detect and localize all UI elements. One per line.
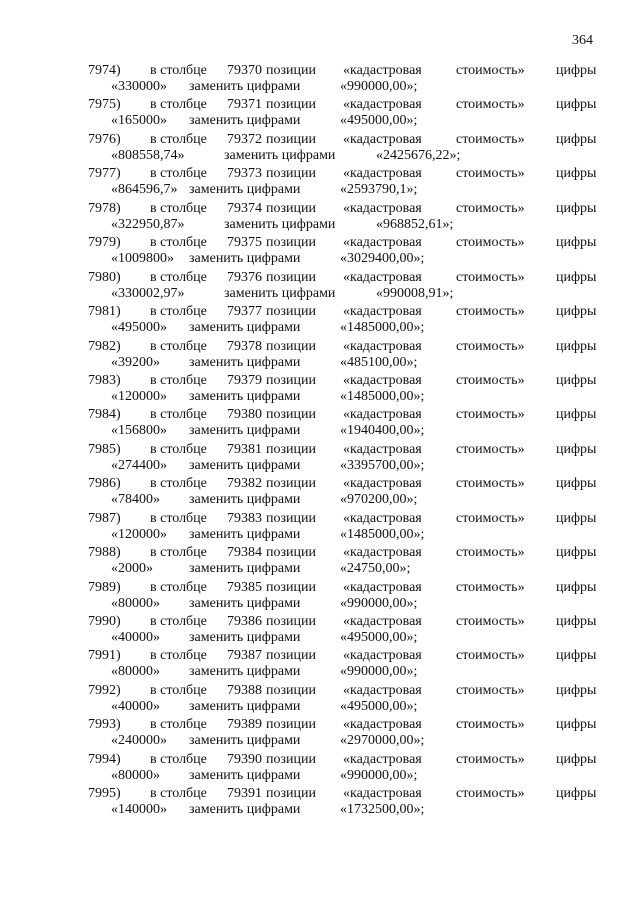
- new-value: «990000,00»;: [340, 664, 418, 680]
- list-item: [0, 544, 640, 578]
- digits-label: цифры: [556, 579, 597, 595]
- new-value: «990000,00»;: [340, 79, 418, 94]
- position-label: позиции: [266, 648, 316, 664]
- list-item: [0, 579, 640, 613]
- list-item: [0, 613, 640, 647]
- position-label: позиции: [266, 338, 316, 354]
- replace-label: заменить цифрами: [224, 216, 336, 232]
- digits-label: цифры: [556, 682, 597, 698]
- position-label: позиции: [266, 510, 316, 526]
- column-number: 79382: [227, 476, 262, 492]
- replace-label: заменить цифрами: [189, 113, 301, 129]
- replace-label: заменить цифрами: [189, 320, 301, 336]
- new-value: «990008,91»;: [376, 285, 454, 301]
- new-value: «485100,00»;: [340, 354, 418, 370]
- in-column-label: в столбце: [150, 304, 207, 320]
- replace-label: заменить цифрами: [189, 354, 301, 370]
- column-number: 79384: [227, 545, 262, 561]
- position-label: позиции: [266, 476, 316, 492]
- old-value: «80000»: [111, 767, 160, 783]
- item-number: 7975): [88, 97, 121, 113]
- cadastral-label: «кадастровая: [343, 579, 422, 595]
- cost-label: стоимость»: [456, 579, 525, 595]
- column-number: 79373: [227, 166, 262, 182]
- item-number: 7990): [88, 614, 121, 629]
- cost-label: стоимость»: [456, 407, 525, 423]
- cadastral-label: «кадастровая: [343, 235, 422, 251]
- list-item: [0, 200, 640, 234]
- replace-label: заменить цифрами: [189, 492, 301, 508]
- amendment-list: [0, 62, 640, 820]
- new-value: «990000,00»;: [340, 767, 418, 783]
- digits-label: цифры: [556, 304, 597, 320]
- in-column-label: в столбце: [150, 166, 207, 182]
- cost-label: стоимость»: [456, 63, 525, 78]
- item-number: 7974): [88, 63, 121, 78]
- item-number: 7984): [88, 407, 121, 423]
- list-item: [0, 96, 640, 130]
- old-value: «495000»: [111, 320, 167, 336]
- cadastral-label: «кадастровая: [343, 372, 422, 388]
- in-column-label: в столбце: [150, 338, 207, 354]
- digits-label: цифры: [556, 97, 597, 113]
- replace-label: заменить цифрами: [189, 561, 301, 577]
- position-label: позиции: [266, 786, 316, 802]
- old-value: «330002,97»: [111, 285, 185, 301]
- amendment-line-2: [0, 732, 640, 750]
- amendment-line-2: [0, 767, 640, 785]
- amendment-line-2: [0, 388, 640, 406]
- amendment-line-2: [0, 250, 640, 268]
- cadastral-label: «кадастровая: [343, 304, 422, 320]
- digits-label: цифры: [556, 407, 597, 423]
- in-column-label: в столбце: [150, 510, 207, 526]
- amendment-line-2: [0, 181, 640, 199]
- in-column-label: в столбце: [150, 63, 207, 78]
- position-label: позиции: [266, 269, 316, 285]
- digits-label: цифры: [556, 476, 597, 492]
- cadastral-label: «кадастровая: [343, 682, 422, 698]
- digits-label: цифры: [556, 372, 597, 388]
- column-number: 79372: [227, 131, 262, 147]
- cost-label: стоимость»: [456, 614, 525, 629]
- replace-label: заменить цифрами: [189, 388, 301, 404]
- column-number: 79381: [227, 441, 262, 457]
- new-value: «968852,61»;: [376, 216, 454, 232]
- cost-label: стоимость»: [456, 166, 525, 182]
- in-column-label: в столбце: [150, 372, 207, 388]
- old-value: «40000»: [111, 698, 160, 714]
- cost-label: стоимость»: [456, 476, 525, 492]
- old-value: «80000»: [111, 664, 160, 680]
- old-value: «156800»: [111, 423, 167, 439]
- new-value: «1485000,00»;: [340, 388, 425, 404]
- position-label: позиции: [266, 717, 316, 733]
- list-item: [0, 234, 640, 268]
- cost-label: стоимость»: [456, 235, 525, 251]
- replace-label: заменить цифрами: [189, 251, 301, 267]
- new-value: «495000,00»;: [340, 630, 418, 645]
- in-column-label: в столбце: [150, 751, 207, 767]
- amendment-line-2: [0, 491, 640, 509]
- amendment-line-2: [0, 319, 640, 337]
- amendment-line-2: [0, 698, 640, 716]
- list-item: [0, 441, 640, 475]
- digits-label: цифры: [556, 614, 597, 629]
- in-column-label: в столбце: [150, 407, 207, 423]
- position-label: позиции: [266, 682, 316, 698]
- column-number: 79383: [227, 510, 262, 526]
- digits-label: цифры: [556, 269, 597, 285]
- old-value: «322950,87»: [111, 216, 185, 232]
- page-number: 364: [572, 33, 593, 48]
- digits-label: цифры: [556, 338, 597, 354]
- old-value: «240000»: [111, 733, 167, 749]
- new-value: «2970000,00»;: [340, 733, 425, 749]
- new-value: «970200,00»;: [340, 492, 418, 508]
- in-column-label: в столбце: [150, 579, 207, 595]
- digits-label: цифры: [556, 786, 597, 802]
- cadastral-label: «кадастровая: [343, 166, 422, 182]
- column-number: 79387: [227, 648, 262, 664]
- cadastral-label: «кадастровая: [343, 476, 422, 492]
- cost-label: стоимость»: [456, 510, 525, 526]
- position-label: позиции: [266, 166, 316, 182]
- replace-label: заменить цифрами: [189, 698, 301, 714]
- old-value: «120000»: [111, 526, 167, 542]
- amendment-line-2: [0, 216, 640, 234]
- replace-label: заменить цифрами: [189, 526, 301, 542]
- old-value: «78400»: [111, 492, 160, 508]
- position-label: позиции: [266, 407, 316, 423]
- cadastral-label: «кадастровая: [343, 200, 422, 216]
- new-value: «3395700,00»;: [340, 457, 425, 473]
- amendment-line-2: [0, 560, 640, 578]
- amendment-line-2: [0, 629, 640, 647]
- old-value: «140000»: [111, 802, 167, 818]
- new-value: «495000,00»;: [340, 113, 418, 129]
- cost-label: стоимость»: [456, 648, 525, 664]
- digits-label: цифры: [556, 751, 597, 767]
- column-number: 79371: [227, 97, 262, 113]
- item-number: 7987): [88, 510, 121, 526]
- list-item: [0, 131, 640, 165]
- list-item: [0, 62, 640, 96]
- item-number: 7994): [88, 751, 121, 767]
- amendment-line-2: [0, 457, 640, 475]
- item-number: 7989): [88, 579, 121, 595]
- digits-label: цифры: [556, 131, 597, 147]
- item-number: 7979): [88, 235, 121, 251]
- new-value: «495000,00»;: [340, 698, 418, 714]
- cost-label: стоимость»: [456, 131, 525, 147]
- new-value: «24750,00»;: [340, 561, 411, 577]
- list-item: [0, 372, 640, 406]
- cost-label: стоимость»: [456, 682, 525, 698]
- old-value: «40000»: [111, 630, 160, 645]
- in-column-label: в столбце: [150, 717, 207, 733]
- cost-label: стоимость»: [456, 304, 525, 320]
- position-label: позиции: [266, 63, 316, 78]
- amendment-line-2: [0, 801, 640, 819]
- amendment-line-2: [0, 147, 640, 165]
- list-item: [0, 510, 640, 544]
- digits-label: цифры: [556, 63, 597, 78]
- position-label: позиции: [266, 614, 316, 629]
- position-label: позиции: [266, 200, 316, 216]
- replace-label: заменить цифрами: [189, 630, 301, 645]
- cost-label: стоимость»: [456, 786, 525, 802]
- position-label: позиции: [266, 751, 316, 767]
- cadastral-label: «кадастровая: [343, 407, 422, 423]
- column-number: 79377: [227, 304, 262, 320]
- list-item: [0, 165, 640, 199]
- digits-label: цифры: [556, 510, 597, 526]
- item-number: 7985): [88, 441, 121, 457]
- new-value: «2593790,1»;: [340, 182, 418, 198]
- list-item: [0, 338, 640, 372]
- old-value: «2000»: [111, 561, 153, 577]
- cost-label: стоимость»: [456, 717, 525, 733]
- cadastral-label: «кадастровая: [343, 614, 422, 629]
- in-column-label: в столбце: [150, 648, 207, 664]
- replace-label: заменить цифрами: [189, 182, 301, 198]
- cost-label: стоимость»: [456, 97, 525, 113]
- column-number: 79376: [227, 269, 262, 285]
- old-value: «864596,7»: [111, 182, 178, 198]
- column-number: 79389: [227, 717, 262, 733]
- in-column-label: в столбце: [150, 441, 207, 457]
- amendment-line-2: [0, 354, 640, 372]
- column-number: 79391: [227, 786, 262, 802]
- in-column-label: в столбце: [150, 200, 207, 216]
- position-label: позиции: [266, 304, 316, 320]
- item-number: 7986): [88, 476, 121, 492]
- column-number: 79380: [227, 407, 262, 423]
- in-column-label: в столбце: [150, 476, 207, 492]
- old-value: «80000»: [111, 595, 160, 611]
- new-value: «2425676,22»;: [376, 147, 461, 163]
- amendment-line-2: [0, 422, 640, 440]
- replace-label: заменить цифрами: [189, 767, 301, 783]
- replace-label: заменить цифрами: [189, 595, 301, 611]
- item-number: 7981): [88, 304, 121, 320]
- list-item: [0, 716, 640, 750]
- cost-label: стоимость»: [456, 269, 525, 285]
- cost-label: стоимость»: [456, 441, 525, 457]
- old-value: «808558,74»: [111, 147, 185, 163]
- list-item: [0, 406, 640, 440]
- cadastral-label: «кадастровая: [343, 63, 422, 78]
- item-number: 7976): [88, 131, 121, 147]
- cadastral-label: «кадастровая: [343, 510, 422, 526]
- in-column-label: в столбце: [150, 614, 207, 629]
- replace-label: заменить цифрами: [189, 423, 301, 439]
- position-label: позиции: [266, 97, 316, 113]
- list-item: [0, 647, 640, 681]
- replace-label: заменить цифрами: [189, 457, 301, 473]
- position-label: позиции: [266, 545, 316, 561]
- amendment-line-2: [0, 112, 640, 130]
- item-number: 7992): [88, 682, 121, 698]
- cadastral-label: «кадастровая: [343, 97, 422, 113]
- column-number: 79379: [227, 372, 262, 388]
- digits-label: цифры: [556, 200, 597, 216]
- cost-label: стоимость»: [456, 200, 525, 216]
- item-number: 7991): [88, 648, 121, 664]
- old-value: «274400»: [111, 457, 167, 473]
- position-label: позиции: [266, 235, 316, 251]
- item-number: 7982): [88, 338, 121, 354]
- old-value: «39200»: [111, 354, 160, 370]
- in-column-label: в столбце: [150, 97, 207, 113]
- in-column-label: в столбце: [150, 682, 207, 698]
- old-value: «1009800»: [111, 251, 174, 267]
- replace-label: заменить цифрами: [189, 79, 301, 94]
- amendment-line-2: [0, 663, 640, 681]
- list-item: [0, 269, 640, 303]
- cost-label: стоимость»: [456, 545, 525, 561]
- cadastral-label: «кадастровая: [343, 269, 422, 285]
- digits-label: цифры: [556, 441, 597, 457]
- in-column-label: в столбце: [150, 269, 207, 285]
- replace-label: заменить цифрами: [224, 285, 336, 301]
- cadastral-label: «кадастровая: [343, 648, 422, 664]
- list-item: [0, 785, 640, 819]
- item-number: 7980): [88, 269, 121, 285]
- column-number: 79385: [227, 579, 262, 595]
- column-number: 79378: [227, 338, 262, 354]
- digits-label: цифры: [556, 545, 597, 561]
- new-value: «1485000,00»;: [340, 526, 425, 542]
- old-value: «120000»: [111, 388, 167, 404]
- in-column-label: в столбце: [150, 786, 207, 802]
- item-number: 7988): [88, 545, 121, 561]
- digits-label: цифры: [556, 648, 597, 664]
- column-number: 79370: [227, 63, 262, 78]
- cadastral-label: «кадастровая: [343, 717, 422, 733]
- new-value: «1485000,00»;: [340, 320, 425, 336]
- column-number: 79374: [227, 200, 262, 216]
- cadastral-label: «кадастровая: [343, 441, 422, 457]
- cost-label: стоимость»: [456, 372, 525, 388]
- in-column-label: в столбце: [150, 545, 207, 561]
- item-number: 7977): [88, 166, 121, 182]
- amendment-line-2: [0, 595, 640, 613]
- position-label: позиции: [266, 372, 316, 388]
- in-column-label: в столбце: [150, 235, 207, 251]
- position-label: позиции: [266, 131, 316, 147]
- item-number: 7995): [88, 786, 121, 802]
- item-number: 7978): [88, 200, 121, 216]
- new-value: «1940400,00»;: [340, 423, 425, 439]
- cadastral-label: «кадастровая: [343, 545, 422, 561]
- old-value: «330000»: [111, 79, 167, 94]
- item-number: 7993): [88, 717, 121, 733]
- cadastral-label: «кадастровая: [343, 786, 422, 802]
- replace-label: заменить цифрами: [224, 147, 336, 163]
- cost-label: стоимость»: [456, 751, 525, 767]
- position-label: позиции: [266, 579, 316, 595]
- replace-label: заменить цифрами: [189, 733, 301, 749]
- list-item: [0, 682, 640, 716]
- column-number: 79388: [227, 682, 262, 698]
- cadastral-label: «кадастровая: [343, 338, 422, 354]
- new-value: «3029400,00»;: [340, 251, 425, 267]
- replace-label: заменить цифрами: [189, 664, 301, 680]
- amendment-line-2: [0, 285, 640, 303]
- new-value: «990000,00»;: [340, 595, 418, 611]
- list-item: [0, 751, 640, 785]
- in-column-label: в столбце: [150, 131, 207, 147]
- list-item: [0, 475, 640, 509]
- old-value: «165000»: [111, 113, 167, 129]
- column-number: 79375: [227, 235, 262, 251]
- amendment-line-2: [0, 78, 640, 96]
- new-value: «1732500,00»;: [340, 802, 425, 818]
- replace-label: заменить цифрами: [189, 802, 301, 818]
- digits-label: цифры: [556, 717, 597, 733]
- column-number: 79386: [227, 614, 262, 629]
- cadastral-label: «кадастровая: [343, 751, 422, 767]
- position-label: позиции: [266, 441, 316, 457]
- digits-label: цифры: [556, 235, 597, 251]
- column-number: 79390: [227, 751, 262, 767]
- item-number: 7983): [88, 372, 121, 388]
- digits-label: цифры: [556, 166, 597, 182]
- amendment-line-2: [0, 526, 640, 544]
- cadastral-label: «кадастровая: [343, 131, 422, 147]
- list-item: [0, 303, 640, 337]
- cost-label: стоимость»: [456, 338, 525, 354]
